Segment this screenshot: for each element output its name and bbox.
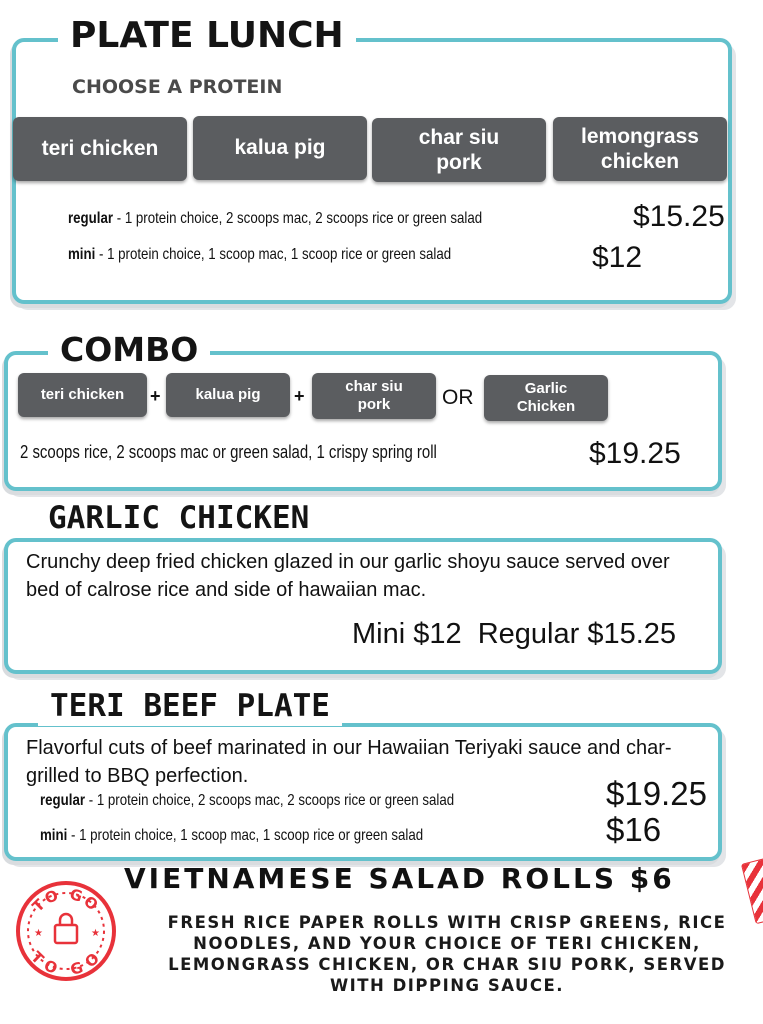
to-go-top-text: TO GO <box>28 884 104 916</box>
teri-beef-mini-price: $16 <box>606 811 662 848</box>
garlic-chicken-desc: Crunchy deep fried chicken glazed in our garlic shoyu sauce served over bed of calrose rice and side of hawaiian mac. <box>26 551 670 601</box>
teri-beef-regular-line <box>40 792 454 810</box>
plate-regular-price: $15.25 <box>633 200 725 233</box>
combo-chip-garlic-chicken[interactable]: Garlic Chicken <box>484 375 608 421</box>
salad-rolls-desc: FRESH RICE PAPER ROLLS WITH CRISP GREENS, RICE NOODLES, AND YOUR CHOICE OF TERI CHICKEN, LEMONGRASS CHICKEN, OR CHAR SIU PORK, SERVED WITH DIPPING SAUCE. <box>167 913 727 995</box>
teri-beef-mini-desc: - 1 protein choice, 1 scoop mac, 1 scoop rice or green salad <box>67 827 424 844</box>
salad-rolls-title: VIETNAMESE SALAD ROLLS $6 <box>124 862 675 895</box>
star-left-icon: ★ <box>34 928 43 939</box>
plate-lunch-title: PLATE LUNCH <box>58 14 356 58</box>
to-go-badge-graphic <box>15 880 117 982</box>
combo-chip-kalua-pig[interactable]: kalua pig <box>166 373 290 417</box>
teri-beef-regular-price: $19.25 <box>606 775 707 812</box>
teri-beef-desc: Flavorful cuts of beef marinated in our Hawaiian Teriyaki sauce and char-grilled to BBQ perfection. <box>26 737 672 787</box>
garlic-chicken-title: GARLIC CHICKEN <box>36 499 321 537</box>
protein-chip-lemongrass-chicken[interactable]: lemongrass chicken <box>553 117 727 181</box>
teri-beef-title: TERI BEEF PLATE <box>38 686 342 726</box>
protein-chip-kalua-pig[interactable]: kalua pig <box>193 116 367 180</box>
teri-beef-mini-line <box>40 827 423 845</box>
protein-chip-teri-chicken[interactable]: teri chicken <box>13 117 187 181</box>
teri-beef-regular-desc: - 1 protein choice, 2 scoops mac, 2 scoops rice or green salad <box>85 792 455 809</box>
combo-or-text: OR <box>442 386 474 409</box>
plate-regular-line <box>68 210 482 228</box>
garlic-chicken-prices: Mini $12 Regular $15.25 <box>352 618 677 650</box>
combo-plus-1: + <box>150 386 161 406</box>
combo-plus-2: + <box>294 386 305 406</box>
combo-title: COMBO <box>48 330 210 370</box>
combo-chip-teri-chicken[interactable]: teri chicken <box>18 373 147 417</box>
plate-mini-line <box>68 246 451 264</box>
teri-beef-regular-label: regular <box>40 792 86 809</box>
combo-price: $19.25 <box>589 437 681 470</box>
plate-regular-label: regular <box>68 210 114 227</box>
to-go-badge <box>15 880 117 982</box>
protein-chip-char-siu-pork[interactable]: char siu pork <box>372 118 546 182</box>
teri-beef-mini-label: mini <box>40 827 68 844</box>
plate-regular-desc: - 1 protein choice, 2 scoops mac, 2 scoops rice or green salad <box>113 210 483 227</box>
choose-protein-subtitle: CHOOSE A PROTEIN <box>72 76 283 98</box>
plate-mini-price: $12 <box>592 241 643 274</box>
combo-desc: 2 scoops rice, 2 scoops mac or green salad, 1 crispy spring roll <box>20 442 437 462</box>
plate-mini-label: mini <box>68 246 96 263</box>
to-go-bottom-text: TO GO <box>27 947 105 980</box>
plate-mini-desc: - 1 protein choice, 1 scoop mac, 1 scoop rice or green salad <box>95 246 452 263</box>
star-right-icon: ★ <box>91 928 100 939</box>
combo-chip-char-siu-pork[interactable]: char siu pork <box>312 373 436 419</box>
